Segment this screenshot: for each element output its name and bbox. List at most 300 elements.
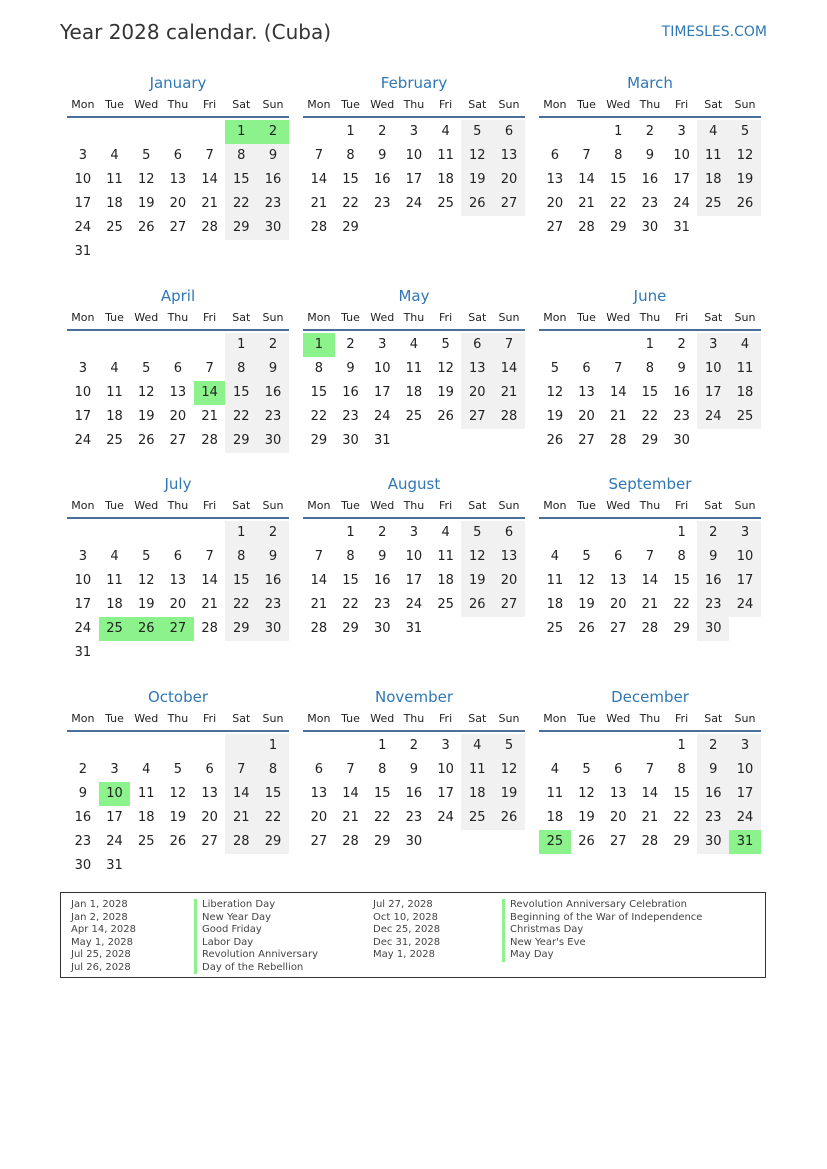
day-cell: 8 — [257, 758, 289, 782]
day-cell: 15 — [225, 168, 257, 192]
legend-holiday-name: Good Friday — [194, 924, 318, 937]
day-cell: 17 — [373, 385, 391, 400]
month-september — [539, 473, 761, 641]
holiday-day: 10 — [99, 782, 131, 806]
day-cell: 10 — [74, 573, 92, 588]
day-cell: 1 — [378, 738, 387, 753]
weekday-label: Sun — [262, 712, 284, 725]
day-cell: 6 — [493, 120, 525, 144]
day-cell: 9 — [409, 762, 419, 777]
day-cell: 22 — [673, 597, 690, 612]
legend-date: Jul 27, 2028 — [373, 899, 433, 910]
day-cell: 17 — [729, 782, 761, 806]
weekday-label: Tue — [105, 311, 124, 324]
day-cell: 17 — [74, 597, 92, 612]
empty-cell — [194, 521, 226, 545]
legend-date: Jul 26, 2028 — [71, 961, 131, 973]
day-cell: 17 — [405, 172, 423, 187]
month-february — [303, 72, 525, 240]
day-cell: 2 — [697, 734, 729, 758]
day-cell: 2 — [645, 124, 655, 139]
day-cell: 4 — [697, 120, 729, 144]
day-cell: 26 — [169, 834, 187, 849]
day-cell: 24 — [729, 593, 761, 617]
month-december — [539, 686, 761, 854]
day-cell: 7 — [314, 148, 323, 163]
day-cell: 14 — [201, 573, 218, 588]
weekday-label: Thu — [639, 98, 661, 111]
day-cell: 27 — [609, 834, 627, 849]
legend-date: Jul 25, 2028 — [71, 949, 131, 960]
day-cell: 5 — [582, 762, 591, 777]
legend-holiday-name: May Day — [502, 949, 702, 962]
empty-cell — [99, 333, 131, 357]
day-cell: 4 — [441, 124, 450, 139]
day-cell: 10 — [673, 148, 690, 163]
day-cell: 5 — [729, 120, 761, 144]
day-cell: 21 — [225, 806, 257, 830]
day-cell: 22 — [641, 409, 659, 424]
day-cell: 1 — [677, 738, 686, 753]
day-cell: 26 — [137, 220, 155, 235]
legend-date: Jan 1, 2028 — [71, 899, 128, 910]
weekday-label: Tue — [577, 499, 596, 512]
holiday-day: 2 — [257, 120, 289, 144]
day-cell: 27 — [169, 220, 187, 235]
day-cell: 31 — [405, 621, 423, 636]
day-cell: 5 — [461, 521, 493, 545]
day-cell: 26 — [578, 834, 595, 849]
weekday-label: Mon — [71, 499, 95, 512]
day-cell: 6 — [582, 361, 591, 376]
day-cell: 20 — [169, 196, 187, 211]
weekday-label: Fri — [203, 712, 217, 725]
weekday-label: Sat — [232, 98, 251, 111]
day-cell: 28 — [201, 621, 218, 636]
day-cell: 13 — [169, 573, 187, 588]
weekday-label: Wed — [134, 712, 159, 725]
empty-cell — [571, 521, 603, 545]
day-cell: 30 — [342, 433, 359, 448]
day-cell: 9 — [346, 361, 355, 376]
day-cell: 2 — [346, 337, 355, 352]
day-grid — [67, 519, 289, 665]
month-october — [67, 686, 289, 878]
day-cell: 30 — [373, 621, 391, 636]
holiday-day: 14 — [194, 381, 226, 405]
day-cell: 22 — [257, 806, 289, 830]
weekday-label: Tue — [341, 98, 360, 111]
day-cell: 23 — [673, 409, 690, 424]
day-cell: 3 — [78, 361, 87, 376]
empty-cell — [67, 120, 99, 144]
empty-cell — [67, 734, 99, 758]
empty-cell — [194, 734, 226, 758]
day-cell: 8 — [677, 762, 686, 777]
day-cell: 21 — [578, 196, 595, 211]
weekday-label: Tue — [341, 311, 360, 324]
weekday-label: Sat — [468, 499, 487, 512]
day-cell: 9 — [645, 148, 655, 163]
weekday-label: Mon — [543, 499, 567, 512]
day-cell: 17 — [697, 381, 729, 405]
day-cell: 9 — [697, 758, 729, 782]
day-cell: 1 — [225, 333, 257, 357]
day-cell: 26 — [437, 409, 454, 424]
empty-cell — [634, 734, 666, 758]
weekday-header — [67, 708, 289, 732]
day-cell: 15 — [342, 172, 359, 187]
day-cell: 7 — [346, 762, 355, 777]
day-cell: 27 — [493, 192, 525, 216]
day-cell: 21 — [201, 597, 218, 612]
day-cell: 23 — [342, 409, 359, 424]
day-cell: 3 — [441, 738, 450, 753]
empty-cell — [99, 521, 131, 545]
day-cell: 29 — [257, 830, 289, 854]
weekday-label: Sun — [734, 712, 756, 725]
day-cell: 14 — [310, 573, 328, 588]
weekday-label: Wed — [370, 712, 395, 725]
day-cell: 19 — [578, 810, 595, 825]
day-cell: 24 — [373, 409, 391, 424]
month-name: March — [627, 74, 673, 92]
day-cell: 10 — [729, 545, 761, 569]
weekday-label: Sun — [498, 311, 520, 324]
weekday-label: Sun — [498, 499, 520, 512]
day-cell: 2 — [78, 762, 87, 777]
weekday-label: Sat — [468, 98, 487, 111]
weekday-label: Thu — [639, 311, 661, 324]
weekday-label: Fri — [675, 499, 689, 512]
day-cell: 31 — [74, 645, 92, 660]
day-cell: 29 — [225, 617, 257, 641]
legend-dates-right — [373, 899, 440, 962]
day-cell: 16 — [373, 573, 391, 588]
day-cell: 25 — [437, 196, 454, 211]
day-cell: 13 — [609, 573, 627, 588]
weekday-label: Thu — [167, 98, 189, 111]
day-cell: 14 — [609, 385, 627, 400]
day-cell: 26 — [493, 806, 525, 830]
month-november — [303, 686, 525, 854]
day-cell: 12 — [137, 172, 155, 187]
day-cell: 1 — [645, 337, 655, 352]
day-cell: 7 — [614, 361, 623, 376]
day-cell: 2 — [378, 124, 387, 139]
day-cell: 7 — [645, 762, 655, 777]
day-cell: 6 — [314, 762, 323, 777]
weekday-label: Wed — [134, 98, 159, 111]
month-august — [303, 473, 525, 641]
day-cell: 10 — [373, 361, 391, 376]
day-cell: 7 — [225, 758, 257, 782]
day-cell: 26 — [137, 433, 155, 448]
day-cell: 15 — [641, 385, 659, 400]
month-name: October — [147, 688, 209, 706]
weekday-label: Tue — [577, 311, 596, 324]
empty-cell — [571, 333, 603, 357]
day-cell: 13 — [578, 385, 595, 400]
day-cell: 1 — [257, 734, 289, 758]
day-cell: 19 — [493, 782, 525, 806]
day-cell: 22 — [310, 409, 328, 424]
day-cell: 22 — [373, 810, 391, 825]
day-cell: 12 — [578, 573, 595, 588]
weekday-label: Mon — [307, 98, 331, 111]
holiday-day: 25 — [539, 830, 571, 854]
day-cell: 23 — [257, 405, 289, 429]
day-cell: 14 — [578, 172, 595, 187]
day-cell: 19 — [546, 409, 564, 424]
day-cell: 23 — [405, 810, 423, 825]
month-april — [67, 285, 289, 453]
weekday-label: Sat — [704, 98, 723, 111]
weekday-label: Sat — [468, 712, 487, 725]
day-cell: 18 — [106, 196, 123, 211]
day-cell: 16 — [697, 782, 729, 806]
day-cell: 19 — [169, 810, 187, 825]
day-cell: 9 — [697, 545, 729, 569]
day-cell: 17 — [437, 786, 454, 801]
day-cell: 11 — [137, 786, 155, 801]
weekday-header — [67, 495, 289, 519]
weekday-label: Sat — [232, 712, 251, 725]
day-cell: 14 — [225, 782, 257, 806]
day-cell: 25 — [697, 192, 729, 216]
day-cell: 22 — [673, 810, 690, 825]
day-cell: 15 — [673, 786, 690, 801]
site-link[interactable]: TIMESLES.COM — [661, 24, 767, 40]
day-cell: 8 — [225, 144, 257, 168]
weekday-label: Fri — [675, 712, 689, 725]
day-cell: 23 — [697, 593, 729, 617]
day-cell: 14 — [342, 786, 359, 801]
day-cell: 19 — [578, 597, 595, 612]
weekday-label: Sun — [262, 98, 284, 111]
day-cell: 26 — [729, 192, 761, 216]
day-cell: 16 — [257, 381, 289, 405]
day-cell: 6 — [614, 549, 623, 564]
day-cell: 22 — [225, 192, 257, 216]
legend-names-right — [502, 899, 702, 962]
day-cell: 18 — [106, 409, 123, 424]
day-cell: 11 — [106, 573, 123, 588]
day-cell: 8 — [346, 148, 355, 163]
day-cell: 6 — [550, 148, 559, 163]
day-cell: 10 — [729, 758, 761, 782]
month-name: December — [611, 688, 689, 706]
day-cell: 15 — [310, 385, 328, 400]
day-cell: 9 — [78, 786, 87, 801]
day-cell: 25 — [106, 433, 123, 448]
day-cell: 18 — [697, 168, 729, 192]
day-grid — [539, 519, 761, 641]
month-name: May — [398, 287, 430, 305]
day-cell: 18 — [437, 573, 454, 588]
legend-holiday-name: Labor Day — [194, 937, 318, 950]
day-cell: 21 — [201, 196, 218, 211]
weekday-label: Tue — [577, 712, 596, 725]
day-cell: 30 — [257, 617, 289, 641]
empty-cell — [539, 734, 571, 758]
day-cell: 30 — [697, 830, 729, 854]
day-grid — [539, 331, 761, 453]
day-cell: 11 — [437, 148, 454, 163]
day-cell: 10 — [697, 357, 729, 381]
month-name: August — [387, 475, 441, 493]
day-cell: 13 — [609, 786, 627, 801]
day-cell: 18 — [546, 810, 564, 825]
day-cell: 28 — [641, 621, 659, 636]
day-cell: 12 — [578, 786, 595, 801]
day-cell: 20 — [493, 168, 525, 192]
month-march — [539, 72, 761, 240]
holiday-day: 1 — [225, 120, 257, 144]
day-cell: 5 — [173, 762, 183, 777]
day-cell: 18 — [137, 810, 155, 825]
day-cell: 6 — [205, 762, 214, 777]
day-cell: 13 — [493, 144, 525, 168]
day-cell: 15 — [609, 172, 627, 187]
day-cell: 11 — [546, 573, 564, 588]
month-name: November — [374, 688, 454, 706]
legend-holiday-name: Revolution Anniversary — [194, 949, 318, 962]
day-cell: 19 — [729, 168, 761, 192]
weekday-label: Thu — [403, 311, 425, 324]
day-cell: 9 — [677, 361, 686, 376]
empty-cell — [634, 521, 666, 545]
weekday-label: Mon — [543, 311, 567, 324]
day-cell: 17 — [74, 409, 92, 424]
legend-date: Dec 25, 2028 — [373, 924, 441, 935]
month-name: September — [608, 475, 692, 493]
day-cell: 12 — [137, 573, 155, 588]
empty-cell — [225, 734, 257, 758]
legend-date: May 1, 2028 — [71, 936, 134, 948]
weekday-header — [539, 94, 761, 118]
day-cell: 29 — [641, 433, 659, 448]
empty-cell — [303, 734, 335, 758]
day-cell: 28 — [201, 220, 218, 235]
empty-cell — [539, 120, 571, 144]
day-cell: 1 — [346, 525, 355, 540]
day-cell: 5 — [142, 361, 151, 376]
weekday-label: Mon — [543, 712, 567, 725]
day-cell: 13 — [461, 357, 493, 381]
day-cell: 5 — [441, 337, 450, 352]
legend-date: Apr 14, 2028 — [71, 924, 137, 935]
day-cell: 23 — [74, 834, 92, 849]
empty-cell — [194, 333, 226, 357]
day-cell: 3 — [378, 337, 387, 352]
weekday-label: Thu — [403, 98, 425, 111]
day-cell: 4 — [142, 762, 151, 777]
holiday-day: 1 — [303, 333, 335, 357]
day-cell: 20 — [546, 196, 564, 211]
day-cell: 11 — [729, 357, 761, 381]
weekday-header — [539, 708, 761, 732]
weekday-label: Tue — [341, 712, 360, 725]
weekday-label: Thu — [403, 712, 425, 725]
day-cell: 11 — [461, 758, 493, 782]
day-cell: 24 — [106, 834, 123, 849]
day-cell: 26 — [461, 593, 493, 617]
empty-cell — [130, 333, 162, 357]
holiday-day: 31 — [729, 830, 761, 854]
legend-holiday-name: Liberation Day — [194, 899, 318, 912]
weekday-label: Fri — [439, 98, 453, 111]
weekday-label: Tue — [577, 98, 596, 111]
day-cell: 12 — [461, 144, 493, 168]
day-cell: 23 — [257, 593, 289, 617]
day-cell: 5 — [142, 148, 151, 163]
day-cell: 12 — [493, 758, 525, 782]
weekday-label: Sat — [232, 311, 251, 324]
day-grid — [67, 331, 289, 453]
day-cell: 4 — [550, 762, 559, 777]
weekday-label: Thu — [167, 499, 189, 512]
day-cell: 2 — [257, 333, 289, 357]
empty-cell — [162, 333, 194, 357]
empty-cell — [539, 333, 571, 357]
weekday-label: Mon — [543, 98, 567, 111]
weekday-label: Thu — [403, 499, 425, 512]
day-cell: 22 — [225, 405, 257, 429]
weekday-label: Sun — [734, 98, 756, 111]
day-cell: 3 — [78, 549, 87, 564]
weekday-label: Fri — [439, 712, 453, 725]
day-cell: 21 — [609, 409, 627, 424]
empty-cell — [194, 120, 226, 144]
day-cell: 20 — [461, 381, 493, 405]
day-cell: 28 — [342, 834, 359, 849]
weekday-label: Wed — [370, 311, 395, 324]
day-cell: 31 — [373, 433, 391, 448]
weekday-label: Sat — [704, 311, 723, 324]
day-cell: 22 — [609, 196, 627, 211]
day-cell: 29 — [310, 433, 328, 448]
day-cell: 8 — [314, 361, 323, 376]
day-cell: 17 — [106, 810, 123, 825]
weekday-label: Fri — [675, 311, 689, 324]
day-cell: 30 — [257, 216, 289, 240]
weekday-label: Sat — [704, 712, 723, 725]
day-cell: 28 — [225, 830, 257, 854]
weekday-label: Tue — [341, 499, 360, 512]
day-cell: 24 — [74, 220, 92, 235]
day-cell: 6 — [173, 361, 183, 376]
day-cell: 3 — [677, 124, 686, 139]
day-cell: 8 — [614, 148, 623, 163]
empty-cell — [602, 734, 634, 758]
weekday-label: Thu — [167, 712, 189, 725]
day-cell: 30 — [641, 220, 659, 235]
legend-holiday-name: New Year's Eve — [502, 937, 702, 950]
day-cell: 2 — [257, 521, 289, 545]
weekday-label: Sat — [468, 311, 487, 324]
day-cell: 19 — [137, 196, 155, 211]
day-cell: 13 — [493, 545, 525, 569]
empty-cell — [303, 521, 335, 545]
day-cell: 25 — [546, 621, 564, 636]
empty-cell — [162, 734, 194, 758]
weekday-header — [539, 495, 761, 519]
day-cell: 14 — [641, 786, 659, 801]
day-cell: 1 — [346, 124, 355, 139]
weekday-label: Fri — [203, 311, 217, 324]
day-cell: 12 — [729, 144, 761, 168]
